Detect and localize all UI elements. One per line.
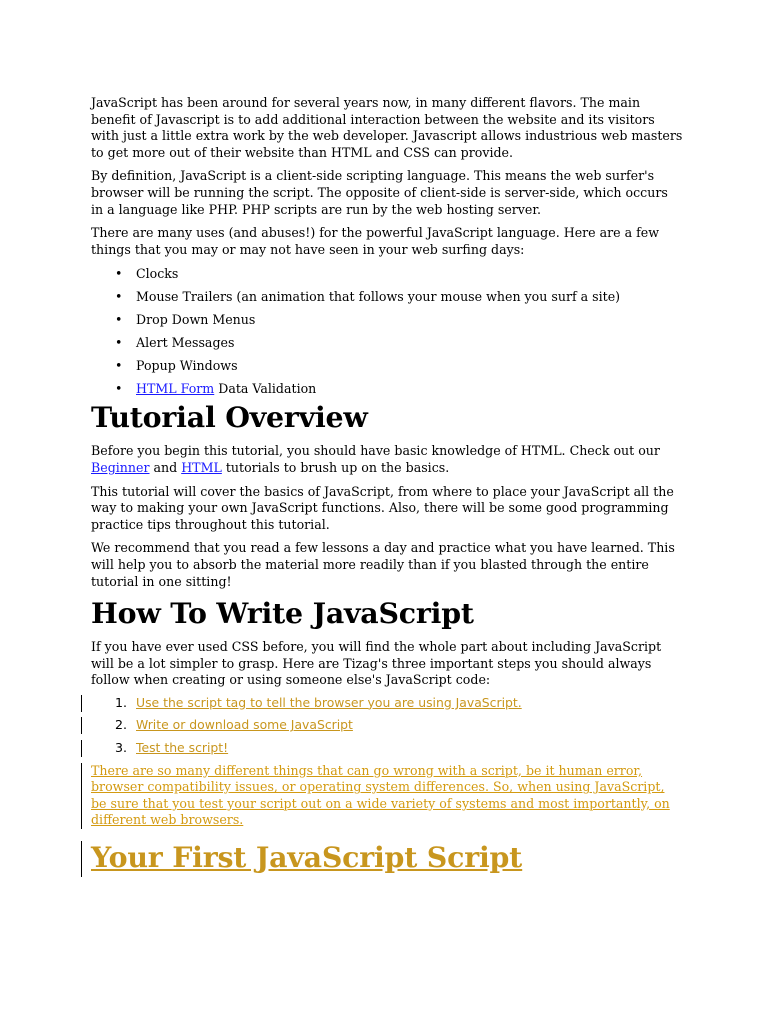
step-number: 1. <box>115 694 128 710</box>
howto-paragraph-1: If you have ever used CSS before, you will find the whole part about including JavaScript will be a lot simpler to grasp. Here are Tizag's three important steps you should always follow when creating or using someone else's JavaScript code: <box>91 639 662 688</box>
revision-bar <box>81 841 82 877</box>
step-number: 3. <box>115 740 128 756</box>
intro-paragraph-1: JavaScript has been around for several years now, in many different flavors. The main benefit of Javascript is to add additional interaction between the website and its visitors with just a little extra work by the web developer. Javascript allows industrious web masters to get more out of their website than HTML and CSS can provide. <box>91 95 683 160</box>
uses-list <box>91 262 683 400</box>
warning-paragraph <box>91 763 683 829</box>
overview-text-start: Before you begin this tutorial, you should have basic knowledge of HTML. Check out our <box>91 443 660 459</box>
list-item: • Drop Down Menus <box>136 308 683 331</box>
revision-bar <box>81 717 82 734</box>
document-content <box>91 95 683 883</box>
warning-link[interactable]: There are so many different things that can go wrong with a script, be it human error, browser compatibility issues, or operating system differences. So, when using JavaScript, be sure that you test your script out on a wide variety of systems and most importantly, on different web browsers. <box>91 762 670 828</box>
list-item <box>91 737 683 760</box>
revision-bar <box>81 763 82 829</box>
html-form-link[interactable]: HTML Form <box>136 381 215 397</box>
beginner-link[interactable]: Beginner <box>91 459 150 475</box>
list-item: • Alert Messages <box>136 331 683 354</box>
step-link-script-tag[interactable]: Use the script tag to tell the browser you are using JavaScript. <box>136 694 522 710</box>
list-item: • Popup Windows <box>136 354 683 377</box>
revision-bar <box>81 695 82 712</box>
first-script-heading <box>91 841 683 874</box>
list-item <box>91 692 683 715</box>
overview-paragraph-2: This tutorial will cover the basics of JavaScript, from where to place your JavaScript all the way to making your own JavaScript functions. Also, there will be some good programming practice tips throughout this tutorial. <box>91 483 674 532</box>
first-script-link[interactable]: Your First JavaScript Script <box>91 840 523 875</box>
revision-bar <box>81 740 82 757</box>
list-item <box>136 377 683 400</box>
how-to-write-heading: How To Write JavaScript <box>91 596 474 631</box>
html-tutorial-link[interactable]: HTML <box>181 459 222 475</box>
step-link-write-download[interactable]: Write or download some JavaScript <box>136 717 353 733</box>
steps-list <box>91 692 683 760</box>
overview-paragraph-3: We recommend that you read a few lessons a day and practice what you have learned. This will help you to absorb the material more readily than if you blasted through the entire tutorial in one sitting! <box>91 540 675 589</box>
intro-paragraph-3: There are many uses (and abuses!) for the powerful JavaScript language. Here are a few things that you may or may not have seen in your web surfing days: <box>91 225 660 257</box>
overview-text-end: tutorials to brush up on the basics. <box>221 459 450 475</box>
list-item-text: Data Validation <box>214 381 317 397</box>
list-item <box>91 714 683 737</box>
step-number: 2. <box>115 717 128 733</box>
tutorial-overview-heading: Tutorial Overview <box>91 400 368 435</box>
list-item: • Clocks <box>136 262 683 285</box>
overview-text-and: and <box>149 459 182 475</box>
list-item: • Mouse Trailers (an animation that follows your mouse when you surf a site) <box>136 285 683 308</box>
intro-paragraph-2: By definition, JavaScript is a client-side scripting language. This means the web surfer's browser will be running the script. The opposite of client-side is server-side, which occurs in a language like PHP. PHP scripts are run by the web hosting server. <box>91 168 668 217</box>
step-link-test-script[interactable]: Test the script! <box>136 740 229 756</box>
overview-paragraph-1 <box>91 443 683 476</box>
